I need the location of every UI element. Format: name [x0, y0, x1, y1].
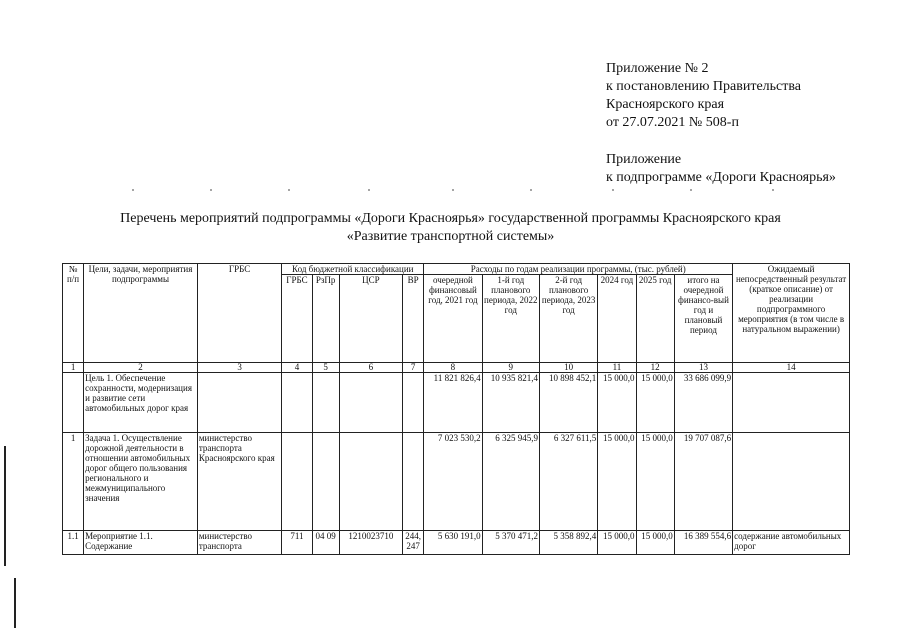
- row-vr: 244, 247: [403, 531, 424, 555]
- header-year-2025: 2025 год: [636, 275, 674, 363]
- row-y2024: 15 000,0: [598, 433, 636, 531]
- appendix-header: [606, 60, 836, 187]
- header-year-2021: очередной финансовый год, 2021 год: [424, 275, 482, 363]
- column-number: 1: [63, 363, 84, 373]
- row-y2021: 7 023 530,2: [424, 433, 482, 531]
- row-rzpr: [312, 373, 339, 433]
- row-code-grbs: [282, 433, 312, 531]
- row-code-grbs: 711: [282, 531, 312, 555]
- header-expected-result: Ожидаемый непосредственный результат (краткое описание) от реализации подпрограммного мероприятия (в том числе в натуральном выражении): [733, 264, 850, 363]
- row-csr: 1210023710: [339, 531, 402, 555]
- row-grbs: министерство транспорта: [197, 531, 282, 555]
- row-y2023: 10 898 452,1: [539, 373, 597, 433]
- scan-dot: [368, 189, 370, 191]
- row-y2024: 15 000,0: [598, 531, 636, 555]
- row-total: 33 686 099,9: [674, 373, 732, 433]
- header-num: № п/п: [63, 264, 84, 363]
- scan-dot: [690, 189, 692, 191]
- row-y2022: 10 935 821,4: [482, 373, 539, 433]
- row-y2024: 15 000,0: [598, 373, 636, 433]
- table-row: [63, 531, 850, 555]
- scan-dot: [288, 189, 290, 191]
- row-rzpr: 04 09: [312, 531, 339, 555]
- table-row: [63, 373, 850, 433]
- table-row: [63, 433, 850, 531]
- scan-dot: [452, 189, 454, 191]
- row-grbs: [197, 373, 282, 433]
- row-result: [733, 433, 850, 531]
- row-y2022: 6 325 945,9: [482, 433, 539, 531]
- row-y2025: 15 000,0: [636, 373, 674, 433]
- spacer: [606, 132, 836, 151]
- row-y2021: 5 630 191,0: [424, 531, 482, 555]
- header-grbs: ГРБС: [197, 264, 282, 363]
- column-number: 6: [339, 363, 402, 373]
- row-y2025: 15 000,0: [636, 433, 674, 531]
- column-number: 12: [636, 363, 674, 373]
- row-num: [63, 373, 84, 433]
- column-number: 5: [312, 363, 339, 373]
- column-number-row: [63, 363, 850, 373]
- appendix-line: Приложение № 2: [606, 61, 709, 76]
- appendix-line: от 27.07.2021 № 508-п: [606, 115, 739, 130]
- header-total: итого на очередной финансо-вый год и плановый период: [674, 275, 732, 363]
- column-number: 4: [282, 363, 312, 373]
- header-year-2024: 2024 год: [598, 275, 636, 363]
- row-y2023: 5 358 892,4: [539, 531, 597, 555]
- document-title: [0, 210, 901, 246]
- row-rzpr: [312, 433, 339, 531]
- column-number: 11: [598, 363, 636, 373]
- row-code-grbs: [282, 373, 312, 433]
- row-num: 1.1: [63, 531, 84, 555]
- row-vr: [403, 373, 424, 433]
- header-code-csr: ЦСР: [339, 275, 402, 363]
- header-expenses: Расходы по годам реализации программы, (тыс. рублей): [424, 264, 733, 275]
- row-result: содержание автомобильных дорог: [733, 531, 850, 555]
- row-y2022: 5 370 471,2: [482, 531, 539, 555]
- header-code-rzpr: РзПр: [312, 275, 339, 363]
- scan-dot: [132, 189, 134, 191]
- row-y2025: 15 000,0: [636, 531, 674, 555]
- column-number: 2: [84, 363, 198, 373]
- column-number: 3: [197, 363, 282, 373]
- row-result: [733, 373, 850, 433]
- header-code-vr: ВР: [403, 275, 424, 363]
- header-year-2023: 2-й год планового периода, 2023 год: [539, 275, 597, 363]
- appendix-line: Красноярского края: [606, 97, 725, 112]
- row-vr: [403, 433, 424, 531]
- scan-artifacts: [0, 189, 901, 193]
- header-year-2022: 1-й год планового периода, 2022 год: [482, 275, 539, 363]
- column-number: 13: [674, 363, 732, 373]
- row-name: Мероприятие 1.1. Содержание: [84, 531, 198, 555]
- header-code-grbs: ГРБС: [282, 275, 312, 363]
- header-budget-code: Код бюджетной классификации: [282, 264, 424, 275]
- column-number: 9: [482, 363, 539, 373]
- row-total: 19 707 087,6: [674, 433, 732, 531]
- scan-dot: [210, 189, 212, 191]
- header-goals: Цели, задачи, мероприятия подпрограммы: [84, 264, 198, 363]
- appendix-line: к подпрограмме «Дороги Красноярья»: [606, 170, 836, 185]
- column-number: 14: [733, 363, 850, 373]
- row-name: Задача 1. Осуществление дорожной деятельности в отношении автомобильных дорог общего пользования регионального и межмуниципального значения: [84, 433, 198, 531]
- activities-table: [62, 263, 850, 555]
- scan-margin-line: [14, 578, 16, 628]
- title-line: «Развитие транспортной системы»: [346, 229, 555, 244]
- appendix-line: к постановлению Правительства: [606, 79, 802, 94]
- scan-margin-line: [4, 446, 6, 566]
- row-csr: [339, 373, 402, 433]
- scan-dot: [530, 189, 532, 191]
- title-line: Перечень мероприятий подпрограммы «Дороги Красноярья» государственной программы Красноярского края: [120, 211, 781, 226]
- row-grbs: министерство транспорта Красноярского края: [197, 433, 282, 531]
- row-y2023: 6 327 611,5: [539, 433, 597, 531]
- row-total: 16 389 554,6: [674, 531, 732, 555]
- row-name: Цель 1. Обеспечение сохранности, модернизация и развитие сети автомобильных дорог края: [84, 373, 198, 433]
- appendix-line: Приложение: [606, 152, 682, 167]
- scan-dot: [772, 189, 774, 191]
- scan-dot: [612, 189, 614, 191]
- header-row: [63, 264, 850, 275]
- row-csr: [339, 433, 402, 531]
- row-y2021: 11 821 826,4: [424, 373, 482, 433]
- column-number: 7: [403, 363, 424, 373]
- column-number: 8: [424, 363, 482, 373]
- column-number: 10: [539, 363, 597, 373]
- row-num: 1: [63, 433, 84, 531]
